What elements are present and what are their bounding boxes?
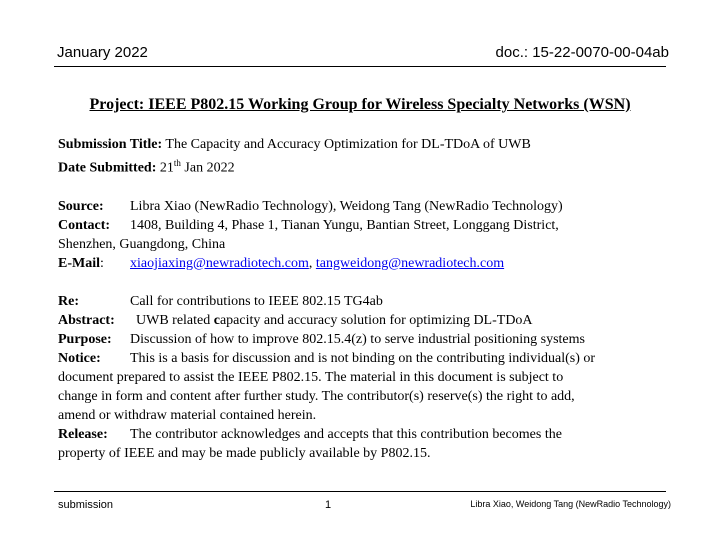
contact-row [58, 216, 670, 235]
notice-row [58, 349, 670, 368]
re-row [58, 292, 670, 311]
document-body [58, 135, 670, 463]
abstract-value-a: UWB related [136, 312, 214, 328]
submission-title-row [58, 135, 670, 154]
notice-line-2: document prepared to assist the IEEE P802.15. The material in this document is subject to [58, 369, 564, 385]
release-line-2: property of IEEE and may be made publicly available by P802.15. [58, 445, 431, 461]
source-value: Libra Xiao (NewRadio Technology), Weidong Tang (NewRadio Technology) [130, 198, 563, 214]
abstract-value-c: c [213, 312, 220, 328]
date-row [58, 154, 670, 178]
release-row [58, 425, 670, 444]
footer-authors: Libra Xiao, Weidong Tang (NewRadio Technology) [470, 499, 671, 509]
source-label: Source: [58, 198, 104, 214]
release-line-1: The contributor acknowledges and accepts that this contribution becomes the [130, 426, 562, 442]
notice-line-3: change in form and content after further study. The contributor(s) reserve(s) the right to add, [58, 388, 575, 404]
email-link-tang[interactable]: tangweidong@newradiotech.com [315, 255, 505, 271]
re-value: Call for contributions to IEEE 802.15 TG4ab [130, 293, 383, 309]
date-day: 21 [159, 160, 174, 176]
notice-line-1: This is a basis for discussion and is not binding on the contributing individual(s) or [130, 350, 596, 366]
purpose-value: Discussion of how to improve 802.15.4(z) to serve industrial positioning systems [130, 331, 585, 347]
email-label: E-Mail [58, 255, 100, 271]
email-colon: : [100, 255, 104, 271]
footer-divider [54, 491, 666, 492]
email-separator: , [308, 255, 313, 271]
abstract-label: Abstract: [58, 312, 115, 328]
submission-title-value: The Capacity and Accuracy Optimization for DL-TDoA of UWB [165, 137, 531, 152]
abstract-value-b: apacity and accuracy solution for optimizing DL-TDoA [219, 312, 533, 328]
date-suffix: th [173, 158, 181, 168]
header-date: January 2022 [57, 44, 148, 61]
header-doc-number: doc.: 15-22-0070-00-04ab [495, 44, 669, 61]
release-label: Release: [58, 426, 108, 442]
header-divider [54, 66, 666, 67]
email-row [58, 254, 670, 273]
purpose-label: Purpose: [58, 331, 112, 347]
contact-line-1: 1408, Building 4, Phase 1, Tianan Yungu, Bantian Street, Longgang District, [130, 217, 559, 233]
contact-line-2: Shenzhen, Guangdong, China [58, 236, 226, 252]
email-link-xiao[interactable]: xiaojiaxing@newradiotech.com [130, 255, 309, 271]
notice-line-4: amend or withdraw material contained herein. [58, 407, 317, 423]
abstract-row [58, 311, 670, 330]
submission-title-label: Submission Title: [58, 137, 163, 152]
contact-label: Contact: [58, 217, 111, 233]
footer-label: submission [58, 499, 114, 511]
re-label: Re: [58, 293, 79, 309]
notice-label: Notice: [58, 350, 101, 366]
date-label: Date Submitted: [58, 160, 157, 176]
date-rest: Jan 2022 [184, 160, 235, 176]
page-number: 1 [325, 499, 332, 511]
source-row [58, 197, 670, 216]
project-title: Project: IEEE P802.15 Working Group for Wireless Specialty Networks (WSN) [89, 96, 631, 113]
purpose-row [58, 330, 670, 349]
